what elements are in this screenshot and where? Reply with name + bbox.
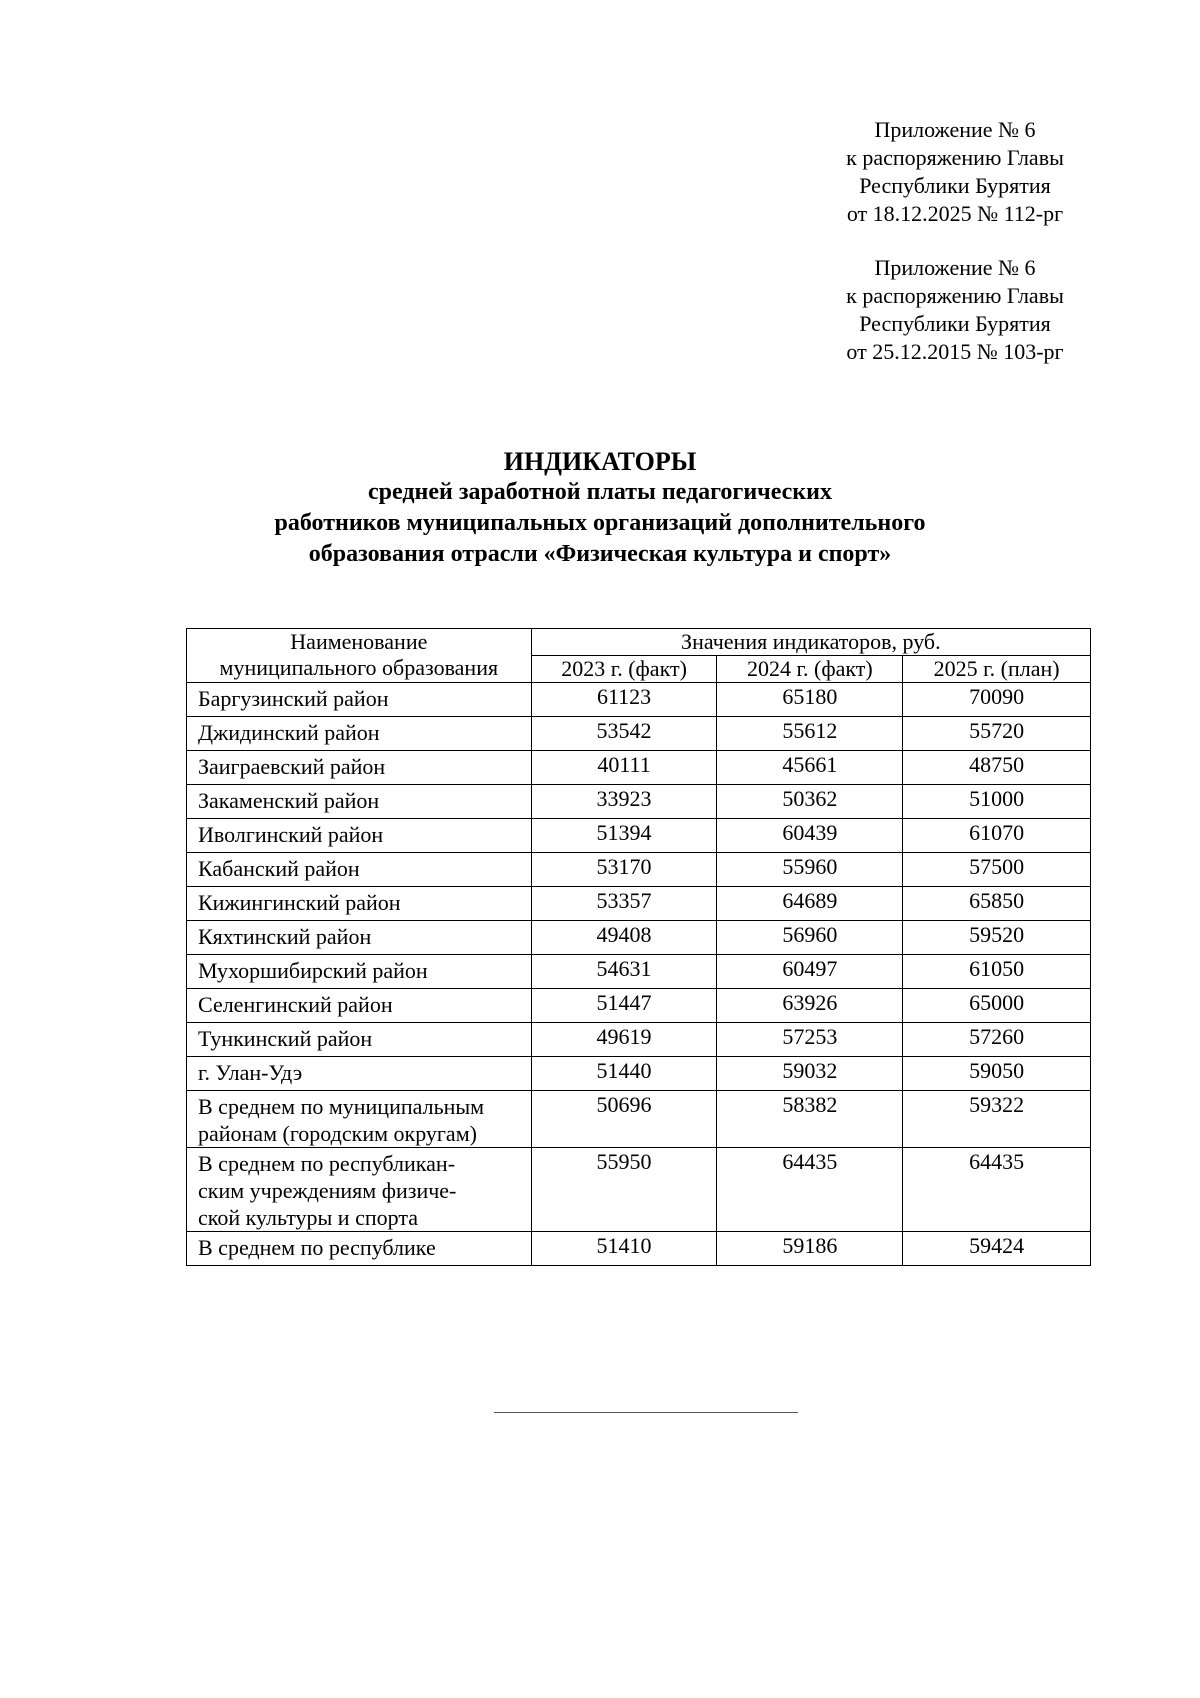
municipality-name-line: ской культуры и спорта	[198, 1205, 418, 1230]
value-2025: 59520	[903, 921, 1091, 955]
table-row	[187, 921, 1091, 955]
value-2023: 54631	[531, 955, 717, 989]
table-row	[187, 785, 1091, 819]
value-2025: 48750	[903, 751, 1091, 785]
table-row	[187, 1232, 1091, 1266]
value-2025: 70090	[903, 683, 1091, 717]
value-2025: 51000	[903, 785, 1091, 819]
value-2023: 61123	[531, 683, 717, 717]
value-2025: 61050	[903, 955, 1091, 989]
value-2025: 59424	[903, 1232, 1091, 1266]
municipality-name-line: Джидинский район	[198, 720, 380, 745]
value-2024: 64689	[717, 887, 903, 921]
appendix-authority: Республики Бурятия	[859, 173, 1051, 198]
municipality-name	[187, 853, 532, 887]
municipality-name	[187, 1232, 532, 1266]
appendix-reference: к распоряжению Главы	[846, 145, 1064, 170]
value-2025: 65850	[903, 887, 1091, 921]
table-row	[187, 1148, 1091, 1232]
municipality-name	[187, 955, 532, 989]
municipality-name-line: Кяхтинский район	[198, 924, 372, 949]
value-2024: 63926	[717, 989, 903, 1023]
closing-divider	[494, 1412, 798, 1413]
value-2023: 49619	[531, 1023, 717, 1057]
value-2023: 49408	[531, 921, 717, 955]
title-main: ИНДИКАТОРЫ	[503, 447, 697, 476]
municipality-name-line: В среднем по республике	[198, 1235, 436, 1260]
appendix-reference: к распоряжению Главы	[846, 283, 1064, 308]
title-line: работников муниципальных организаций дополнительного	[274, 510, 926, 536]
header-municipality	[187, 629, 532, 683]
table-row	[187, 955, 1091, 989]
value-2025: 64435	[903, 1148, 1091, 1232]
header-municipality-line: Наименование	[290, 629, 428, 654]
value-2023: 53542	[531, 717, 717, 751]
municipality-name-line: Заиграевский район	[198, 754, 386, 779]
municipality-name	[187, 1091, 532, 1148]
municipality-name-line: Селенгинский район	[198, 992, 393, 1017]
value-2024: 64435	[717, 1148, 903, 1232]
value-2024: 58382	[717, 1091, 903, 1148]
value-2025: 57500	[903, 853, 1091, 887]
municipality-name	[187, 751, 532, 785]
value-2023: 51440	[531, 1057, 717, 1091]
municipality-name-line: Тункинский район	[198, 1026, 373, 1051]
appendix-block-current	[820, 116, 1090, 228]
municipality-name-line: ским учреждениям физиче-	[198, 1178, 457, 1203]
value-2024: 55612	[717, 717, 903, 751]
value-2023: 51410	[531, 1232, 717, 1266]
municipality-name-line: Баргузинский район	[198, 686, 389, 711]
municipality-name-line: Кижингинский район	[198, 890, 401, 915]
appendix-date-number: от 25.12.2015 № 103-рг	[846, 339, 1064, 364]
value-2024: 60439	[717, 819, 903, 853]
municipality-name	[187, 785, 532, 819]
table-row	[187, 853, 1091, 887]
municipality-name	[187, 1057, 532, 1091]
value-2024: 50362	[717, 785, 903, 819]
value-2024: 56960	[717, 921, 903, 955]
table-row	[187, 819, 1091, 853]
value-2024: 59186	[717, 1232, 903, 1266]
value-2025: 57260	[903, 1023, 1091, 1057]
header-year-2023: 2023 г. (факт)	[531, 656, 717, 683]
municipality-name	[187, 717, 532, 751]
value-2025: 65000	[903, 989, 1091, 1023]
value-2024: 45661	[717, 751, 903, 785]
appendix-authority: Республики Бурятия	[859, 311, 1051, 336]
value-2023: 53357	[531, 887, 717, 921]
value-2023: 55950	[531, 1148, 717, 1232]
municipality-name-line: Кабанский район	[198, 856, 360, 881]
municipality-name-line: г. Улан-Удэ	[198, 1060, 303, 1085]
value-2023: 51394	[531, 819, 717, 853]
municipality-name	[187, 989, 532, 1023]
value-2024: 55960	[717, 853, 903, 887]
appendix-title: Приложение № 6	[874, 255, 1036, 280]
municipality-name	[187, 887, 532, 921]
municipality-name	[187, 819, 532, 853]
table-body	[187, 683, 1091, 1266]
municipality-name-line: В среднем по муниципальным	[198, 1094, 485, 1119]
table-row	[187, 751, 1091, 785]
municipality-name-line: Иволгинский район	[198, 822, 384, 847]
municipality-name	[187, 1023, 532, 1057]
title-line: образования отрасли «Физическая культура и спорт»	[308, 541, 892, 567]
table-row	[187, 1091, 1091, 1148]
value-2025: 59322	[903, 1091, 1091, 1148]
appendix-title: Приложение № 6	[874, 117, 1036, 142]
header-year-2025: 2025 г. (план)	[903, 656, 1091, 683]
table-row	[187, 683, 1091, 717]
value-2024: 59032	[717, 1057, 903, 1091]
value-2025: 59050	[903, 1057, 1091, 1091]
municipality-name-line: Закаменский район	[198, 788, 380, 813]
indicators-table	[186, 628, 1091, 1266]
value-2023: 50696	[531, 1091, 717, 1148]
appendix-block-original	[820, 254, 1090, 366]
header-year-2024: 2024 г. (факт)	[717, 656, 903, 683]
municipality-name-line: Мухоршибирский район	[198, 958, 428, 983]
municipality-name	[187, 1148, 532, 1232]
value-2023: 53170	[531, 853, 717, 887]
municipality-name-line: районам (городским округам)	[198, 1121, 477, 1146]
table-row	[187, 1023, 1091, 1057]
value-2025: 61070	[903, 819, 1091, 853]
municipality-name-line: В среднем по республикан-	[198, 1151, 456, 1176]
value-2023: 51447	[531, 989, 717, 1023]
title-line: средней заработной платы педагогических	[368, 479, 832, 505]
municipality-name	[187, 683, 532, 717]
table-row	[187, 1057, 1091, 1091]
value-2023: 33923	[531, 785, 717, 819]
header-municipality-line: муниципального образования	[219, 655, 499, 680]
table-row	[187, 887, 1091, 921]
value-2024: 57253	[717, 1023, 903, 1057]
table-row	[187, 989, 1091, 1023]
document-title	[0, 446, 1200, 570]
header-indicator-values: Значения индикаторов, руб.	[531, 629, 1090, 656]
table-row	[187, 717, 1091, 751]
appendix-date-number: от 18.12.2025 № 112-рг	[846, 201, 1064, 226]
value-2024: 65180	[717, 683, 903, 717]
value-2024: 60497	[717, 955, 903, 989]
value-2025: 55720	[903, 717, 1091, 751]
municipality-name	[187, 921, 532, 955]
value-2023: 40111	[531, 751, 717, 785]
